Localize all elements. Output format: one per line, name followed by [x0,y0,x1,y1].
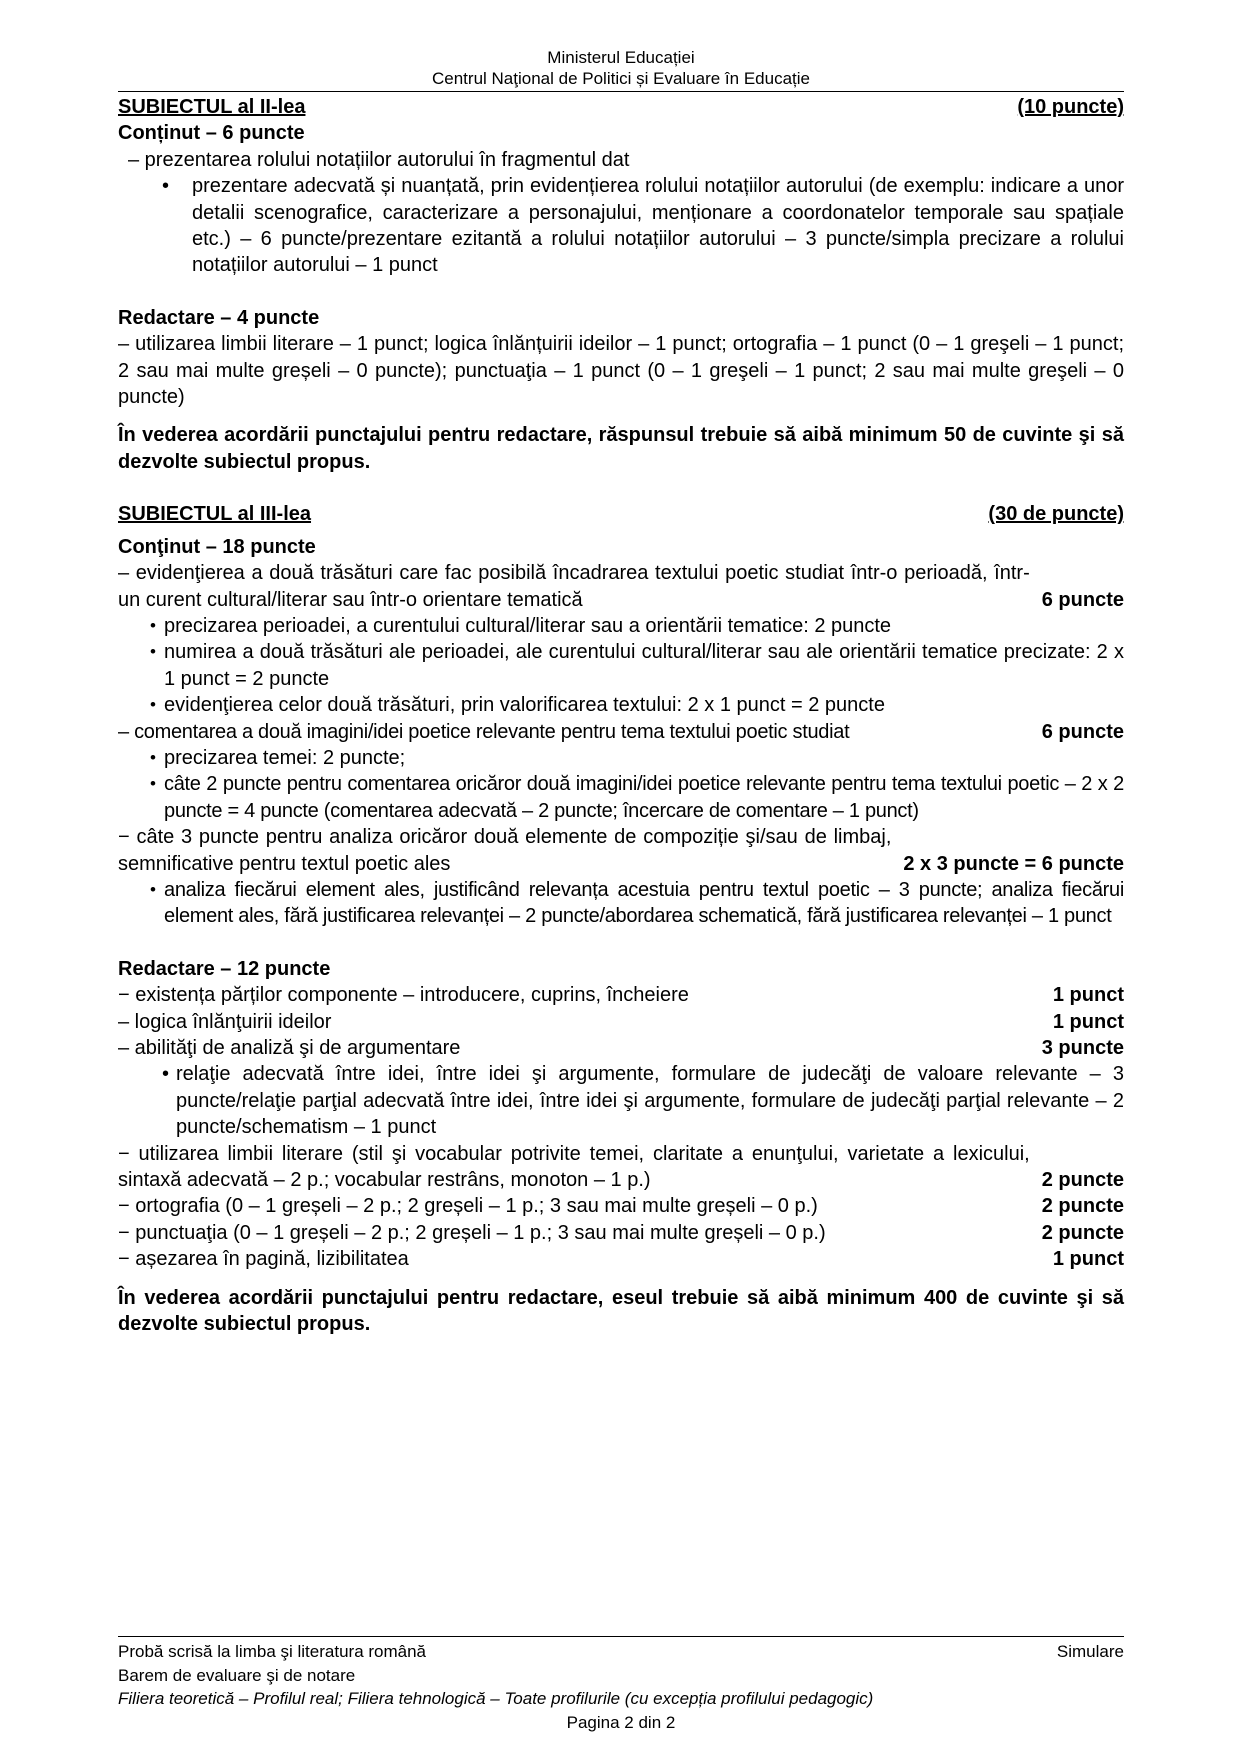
writing-item-2-text: – logica înlănţuirii ideilor [118,1010,332,1033]
header-divider [118,91,1124,92]
writing-bullet: • relaţie adecvată între idei, între idei şi argumente, formulare de judecăţi de valoare relevante – 3 puncte/relaţie parţial adecvată între idei, între idei şi argumente, formulare de judecăţi parţial relevante – 2 puncte/schematism – 1 punct [118,1061,1124,1140]
writing-item-7-text: − așezarea în pagină, lizibilitatea [118,1248,409,1271]
writing-item-4-text: − utilizarea limbii literare (stil şi vocabular potrivite temei, claritate a enunţului, varietate a lexicului, sintaxă adecvată – 2 p.; vocabular restrâns, monoton – 1 p.) [118,1142,1030,1192]
footer-barem: Barem de evaluare şi de notare [118,1665,356,1685]
center-name: Centrul Naţional de Politici și Evaluare în Educație [432,69,810,88]
subject-2-writing-heading: Redactare – 4 puncte [118,306,320,329]
subject-2-content-heading: Conținut – 6 puncte [118,122,305,145]
subject-3-note: În vederea acordării punctajului pentru redactare, eseul trebuie să aibă minimum 400 de cuvinte şi să dezvolte subiectul propus. [118,1286,1124,1336]
subject-2-note: În vederea acordării punctajului pentru redactare, răspunsul trebuie să aibă minimum 50 de cuvinte şi să dezvolte subiectul propus. [118,424,1124,473]
writing-item-7 [118,1246,1124,1272]
subject-2-points: (10 puncte) [1017,96,1124,118]
writing-item-6-text: − punctuaţia (0 – 1 greșeli – 2 p.; 2 greșeli – 1 p.; 3 sau mai multe greșeli – 0 p.) [118,1221,826,1244]
footer-divider [118,1636,1124,1637]
writing-item-1-text: − existența părților componente – introducere, cuprins, încheiere [118,984,689,1007]
subject-3-item-3-bullet: • analiza fiecărui element ales, justificând relevanța acestuia pentru textul poetic – 3 puncte; analiza fiecărui element ales, fără justificarea relevanței – 2 puncte/abordarea schematică, fără justificarea relevanței – 1 punct [118,877,1124,930]
writing-item-3-text: – abilităţi de analiză şi de argumentare [118,1037,461,1059]
writing-item-3-points: 3 puncte [1041,1037,1124,1059]
writing-item-4 [118,1141,1124,1194]
ministry-name: Ministerul Educației [547,48,695,67]
subject-2-writing-text: – utilizarea limbii literare – 1 punct; logica înlănțuirii ideilor – 1 punct; ortografia – 1 punct (0 – 1 greşeli – 1 punct; 2 sau mai multe greșeli – 0 puncte); punctuaţia – 1 punct (0 – 1 greşeli – 1 punct; 2 sau mai multe greşeli – 0 puncte) [118,333,1124,409]
subject-3-title-line [118,501,1124,527]
writing-item-1-points: 1 punct [1052,984,1124,1007]
writing-item-5 [118,1193,1124,1219]
subject-3-item-2-points: 6 puncte [1041,720,1124,743]
subject-2-title: SUBIECTUL al II-lea [118,96,306,118]
subject-3-item-2-bullet-1: • precizarea temei: 2 puncte; [118,745,1124,771]
subject-3-item-1-bullet-2: • numirea a două trăsături ale perioadei, ale curentului cultural/literar sau ale orientării tematice precizate: 2 x 1 punct = 2 puncte [118,639,1124,692]
subject-3-item-1 [118,560,1124,613]
writing-item-2-points: 1 punct [1052,1010,1124,1033]
subject-3-item-1-text: – evidenţierea a două trăsături care fac posibilă încadrarea textului poetic studiat într-o perioadă, într-un curent cultural/literar sau într-o orientare tematică [118,562,1030,611]
writing-item-6-points: 2 puncte [1041,1221,1124,1244]
footer-simulare: Simulare [1056,1642,1124,1661]
subject-3-item-3-text: − câte 3 puncte pentru analiza oricăror două elemente de compoziție şi/sau de limbaj, semnificative pentru textul poetic ales [118,826,892,875]
subject-3-writing-heading: Redactare – 12 puncte [118,957,331,980]
footer-filiera: Filiera teoretică – Profilul real; Filiera tehnologică – Toate profilurile (cu excepția profilului pedagogic) [118,1689,874,1708]
writing-item-7-points: 1 punct [1052,1248,1124,1271]
subject-3-item-3-points: 2 x 3 puncte = 6 puncte [903,852,1124,875]
subject-2-content-item: – prezentarea rolului notațiilor autorului în fragmentul dat [128,148,630,171]
page-footer [118,1640,1124,1734]
footer-exam-title: Probă scrisă la limba şi literatura română [118,1642,427,1661]
writing-item-3 [118,1035,1124,1061]
subject-3-title: SUBIECTUL al III-lea [118,503,312,526]
writing-item-5-text: − ortografia (0 – 1 greșeli – 2 p.; 2 greșeli – 1 p.; 3 sau mai multe greșeli – 0 p.) [118,1195,818,1218]
subject-2-content-bullet: • prezentare adecvată și nuanțată, prin evidențierea rolului notațiilor autorului (de exemplu: indicare a unor detalii scenografice, caracterizare a personajului, menționare a coordonatelor temporale sau spațiale etc.) – 6 puncte/prezentare ezitantă a rolului notațiilor autorului – 3 puncte/simpla precizare a rolului notațiilor autorului – 1 punct [118,173,1124,279]
document-body [118,94,1124,1337]
writing-item-5-points: 2 puncte [1041,1195,1124,1218]
subject-3-content-heading: Conţinut – 18 puncte [118,535,316,558]
writing-item-2 [118,1009,1124,1035]
subject-3-item-2-text: – comentarea a două imagini/idei poetice relevante pentru tema textului poetic studiat [118,720,850,743]
subject-3-item-1-points: 6 puncte [1041,588,1124,611]
subject-2-title-line [118,94,1124,120]
writing-item-4-points: 2 puncte [1041,1169,1124,1192]
footer-page-number: Pagina 2 din 2 [566,1712,676,1732]
writing-item-6 [118,1220,1124,1246]
subject-3-item-2 [118,719,1124,745]
subject-3-item-3 [118,824,1124,877]
subject-3-item-1-bullet-1: • precizarea perioadei, a curentului cultural/literar sau a orientării tematice: 2 puncte [118,613,1124,639]
subject-3-item-2-bullet-2: • câte 2 puncte pentru comentarea oricăror două imagini/idei poetice relevante pentru tema textului poetic – 2 x 2 puncte = 4 puncte (comentarea adecvată – 2 puncte; încercare de comentare – 1 punct) [118,771,1124,824]
page-header [118,47,1124,89]
subject-3-item-1-bullet-3: • evidenţierea celor două trăsături, prin valorificarea textului: 2 x 1 punct = 2 puncte [118,692,1124,718]
writing-item-1 [118,982,1124,1008]
subject-3-points: (30 de puncte) [988,503,1124,526]
